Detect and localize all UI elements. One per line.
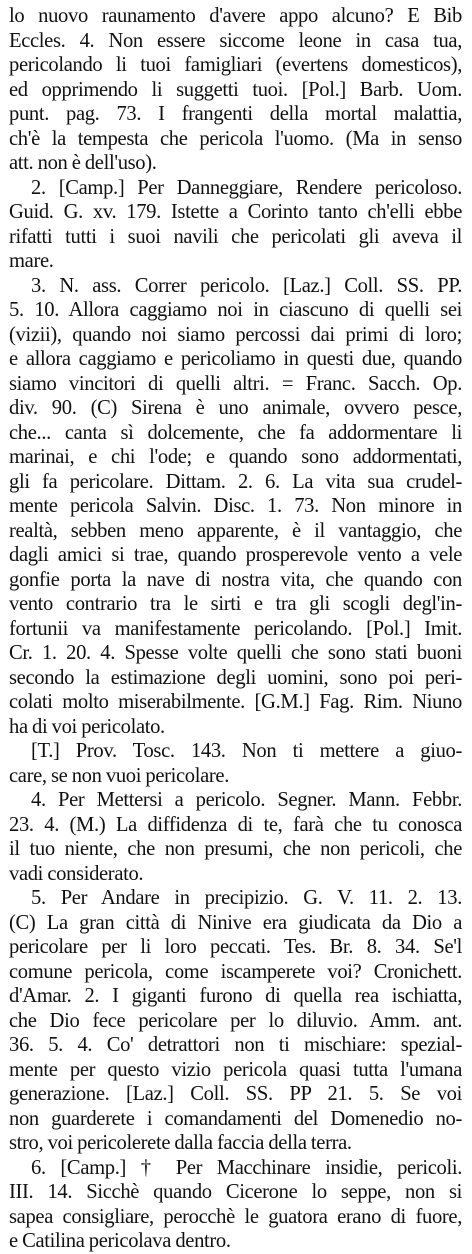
text-line: stro, voi pericolerete dalla faccia della terra. [9, 1132, 352, 1154]
text-line: sapea consigliare, perocchè le guatora erano di fuore, [9, 1205, 462, 1228]
text-line: care, se non vuoi pericolare. [9, 764, 229, 787]
text-line: siamo vincitori di quelli altri. = Franc. Sacch. Op. [9, 372, 462, 395]
entry-paragraph-sense-6 [9, 1156, 462, 1254]
text-line: mare. [9, 250, 54, 272]
text-line: 3. N. ass. Correr pericolo. [Laz.] Coll. SS. PP. [31, 274, 462, 297]
text-line: mente per questo vizio pericola quasi tutta l'umana [9, 1058, 462, 1081]
text-line: dagli amici si trae, quando prosperevole vento a vele [9, 544, 462, 566]
text-line: 23. 4. (M.) La diffidenza di te, farà che tu conosca [9, 813, 462, 836]
text-line: Cr. 1. 20. 4. Spesse volte quelli che sono stati buoni [9, 642, 462, 664]
text-line: 5. 10. Allora caggiamo noi in ciascuno di quelli sei [9, 299, 462, 321]
text-line: pericolando li tuoi famigliari (evertens domesticos), [9, 54, 462, 76]
text-line: marinai, e chi l'ode; e quando sono addormentati, [9, 446, 462, 468]
text-line: e Catilina pericolava dentro. [9, 1230, 231, 1252]
entry-paragraph-sense-3 [9, 274, 462, 740]
text-line: pericolare per li loro peccati. Tes. Br. 8. 34. Se'l [9, 936, 462, 958]
entry-paragraph-sense-2 [9, 176, 462, 274]
text-line: d'Amar. 2. I giganti furono di quella rea ischiatta, [9, 985, 462, 1007]
text-line: 4. Per Mettersi a pericolo. Segner. Mann. Febbr. [31, 789, 462, 811]
entry-paragraph-sense-4 [9, 788, 462, 886]
text-line: [T.] Prov. Tosc. 143. Non ti mettere a giuo- [31, 740, 462, 762]
text-line: (vizii), quando noi siamo percossi dai primi di loro; [9, 323, 462, 346]
text-line: fortunii va manifestamente pericolando. [Pol.] Imit. [9, 617, 462, 640]
entry-paragraph-sense-3-tosc [9, 739, 462, 788]
text-line: mente pericola Salvin. Disc. 1. 73. Non minore in [9, 495, 462, 517]
text-line: 2. [Camp.] Per Danneggiare, Rendere pericoloso. [31, 176, 462, 199]
text-line: che... canta sì dolcemente, che fa addormentare li [9, 421, 462, 444]
text-line: att. non è dell'uso). [9, 152, 157, 174]
entry-paragraph-sense-5 [9, 886, 462, 1156]
text-line: 6. [Camp.] † Per Macchinare insidie, pericoli. [31, 1156, 462, 1179]
text-line: gli fa pericolare. Dittam. 2. 6. La vita sua crudel- [9, 470, 462, 493]
text-line: lo nuovo raunamento d'avere appo alcuno? E Bib [9, 5, 462, 27]
text-line: ha di voi pericolato. [9, 715, 165, 738]
text-line: che Dio fece pericolare per lo diluvio. Amm. ant. [9, 1009, 462, 1032]
text-line: colati molto miserabilmente. [G.M.] Fag. Rim. Niuno [9, 691, 462, 713]
text-line: ed opprimendo li suggetti tuoi. [Pol.] Barb. Uom. [9, 78, 462, 101]
text-line: il tuo niente, che non presumi, che non pericoli, che [9, 838, 462, 860]
text-line: gonfie porta la nave di nostra vita, che quando con [9, 568, 462, 591]
text-line: secondo la estimazione degli uomini, sono poi peri- [9, 666, 462, 689]
text-line: generazione. [Laz.] Coll. SS. PP 21. 5. Se voi [9, 1083, 462, 1105]
text-line: non guarderete i comandamenti del Domenedio no- [9, 1107, 462, 1130]
text-line: III. 14. Sicchè quando Cicerone lo seppe, non si [9, 1181, 462, 1203]
text-line: Guid. G. xv. 179. Istette a Corinto tanto ch'elli ebbe [9, 201, 462, 223]
text-line: 36. 5. 4. Co' detrattori non ti mischiare: spezial- [9, 1034, 462, 1056]
entry-paragraph-continuation [9, 4, 462, 176]
text-line: punt. pag. 73. I frangenti della mortal malattia, [9, 103, 462, 125]
text-line: vadi considerato. [9, 862, 144, 885]
text-line: ch'è la tempesta che pericola l'uomo. (Ma in senso [9, 127, 462, 150]
text-line: div. 90. (C) Sirena è uno animale, ovvero pesce, [9, 397, 462, 419]
text-line: vento contrario tra le sirti e tra gli scogli degl'in- [9, 593, 462, 615]
text-line: 5. Per Andare in precipizio. G. V. 11. 2. 13. [31, 887, 462, 909]
text-line: realtà, sebben meno apparente, è il vantaggio, che [9, 519, 462, 542]
text-line: e allora caggiamo e pericoliamo in questi due, quando [9, 348, 462, 370]
text-line: comune pericola, come iscamperete voi? Cronichett. [9, 960, 462, 983]
text-line: Eccles. 4. Non essere siccome leone in casa tua, [9, 29, 462, 52]
text-line: rifatti tutti i suoi navili che pericolati gli aveva il [9, 225, 462, 248]
text-line: (C) La gran città di Ninive era giudicata da Dio a [9, 911, 462, 934]
